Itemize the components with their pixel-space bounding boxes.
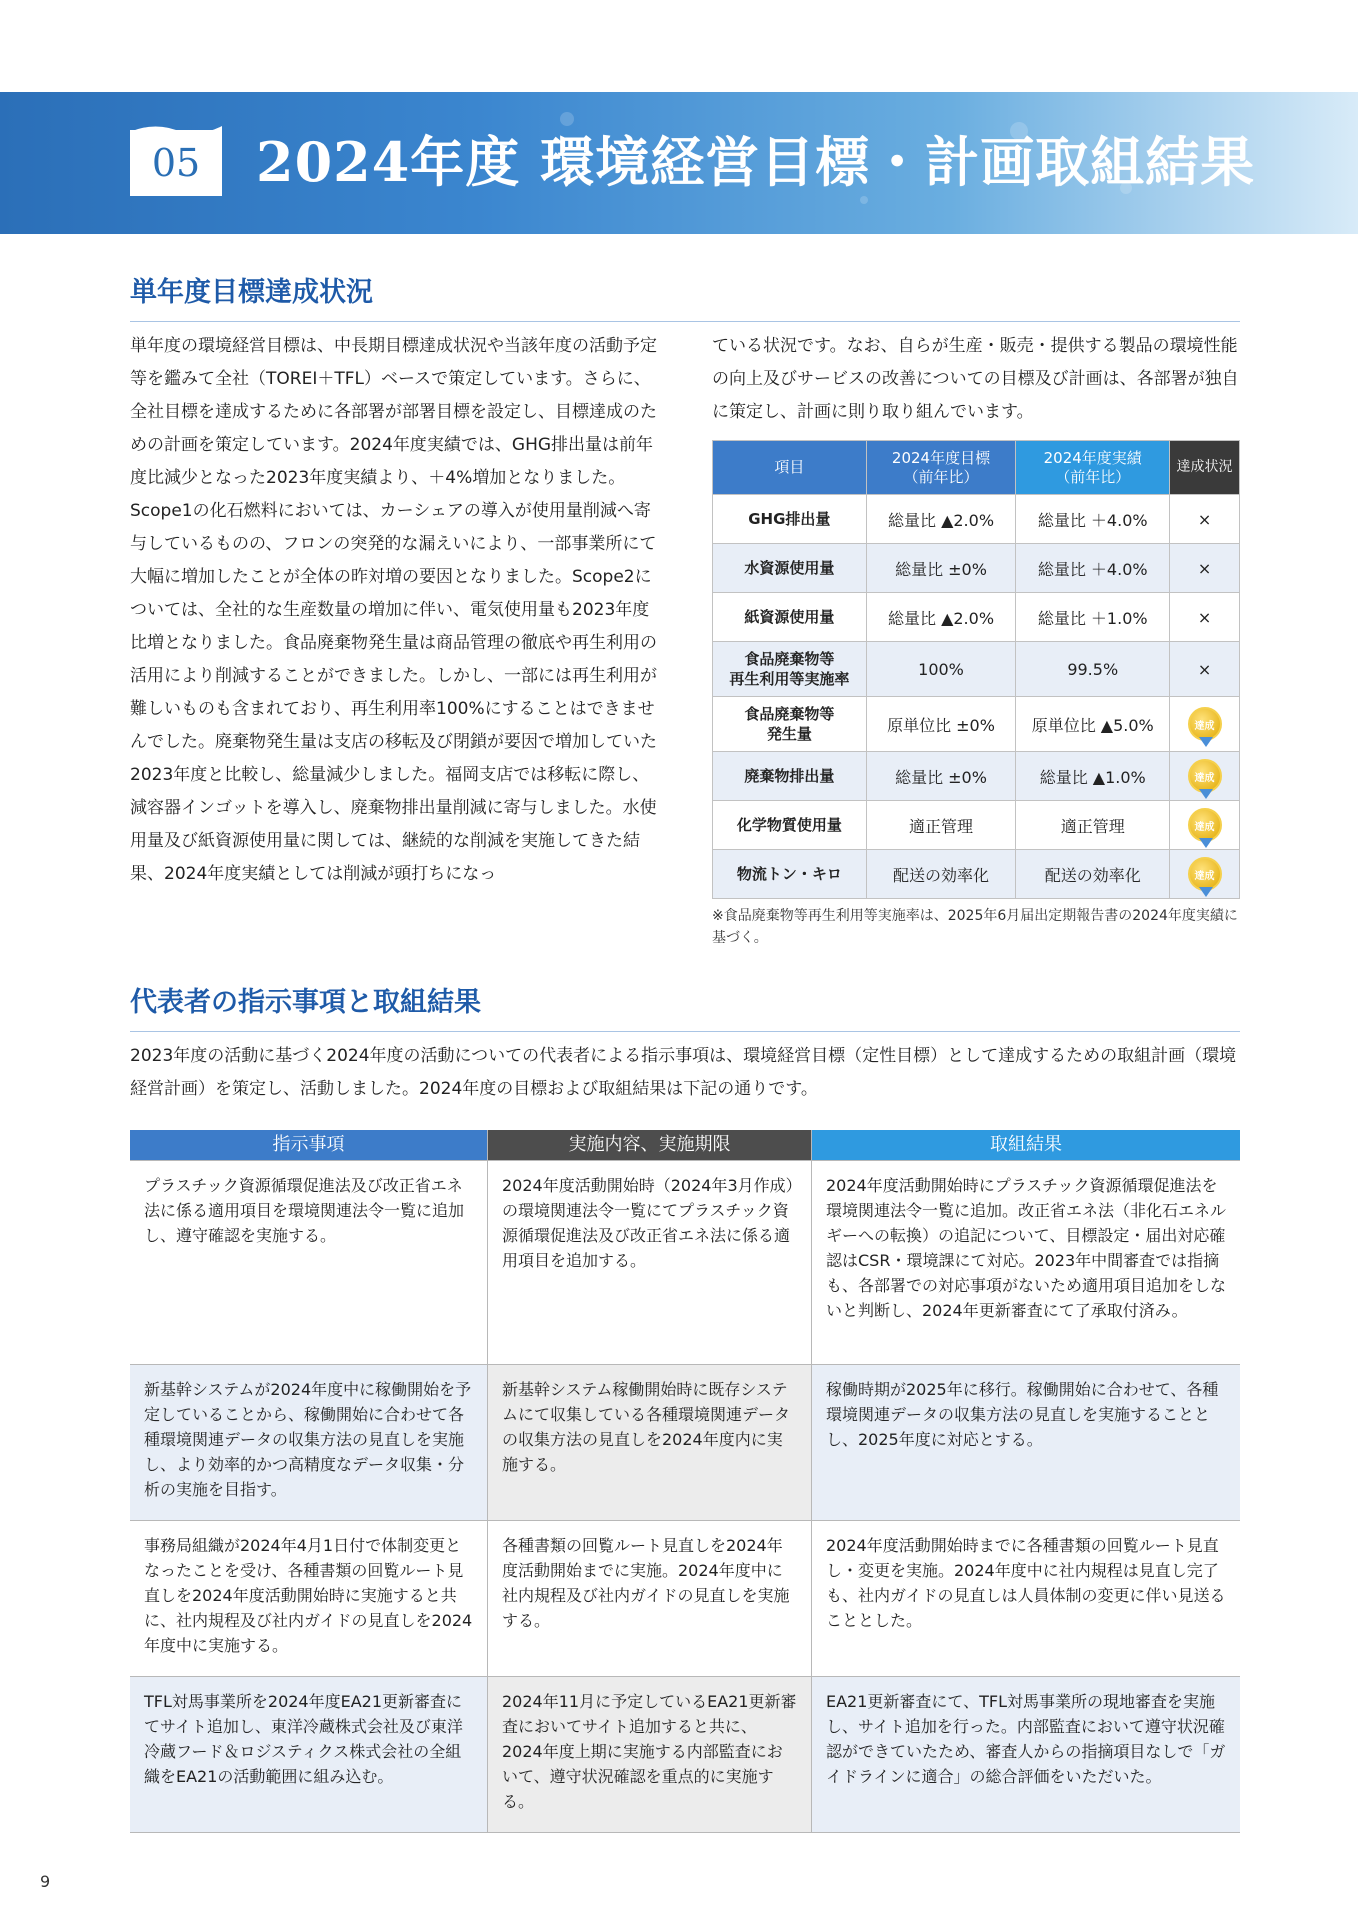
section-number: 05	[130, 130, 222, 196]
row-status: ×	[1170, 495, 1240, 544]
row-item: 食品廃棄物等 再生利用等実施率	[713, 642, 867, 697]
row-actual: 適正管理	[1016, 801, 1170, 850]
row-target: 総量比 ▲2.0%	[866, 495, 1016, 544]
row-item: 廃棄物排出量	[713, 752, 867, 801]
row-result: 稼働時期が2025年に移行。稼働開始に合わせて、各種環境関連データの収集方法の見直しを実施することとし、2025年度に対応とする。	[812, 1365, 1240, 1520]
row-directive: TFL対馬事業所を2024年度EA21更新審査にてサイト追加し、東洋冷蔵株式会社及び東洋冷蔵フード＆ロジスティクス株式会社の全組織をEA21の活動範囲に組み込む。	[130, 1677, 488, 1832]
row-item: GHG排出量	[713, 495, 867, 544]
row-status	[1170, 752, 1240, 801]
page-number: 9	[40, 1872, 51, 1891]
row-target: 総量比 ▲2.0%	[866, 593, 1016, 642]
table-row	[713, 850, 1240, 899]
row-target: 適正管理	[866, 801, 1016, 850]
targets-paragraph-right: ている状況です。なお、自らが生産・販売・提供する製品の環境性能の向上及びサービスの改善についての目標及び計画は、各部署が独自に策定し、計画に則り取り組んでいます。	[712, 336, 1239, 422]
achieved-badge-icon: 達成	[1188, 759, 1222, 793]
row-status	[1170, 801, 1240, 850]
achieved-badge-icon: 達成	[1188, 707, 1222, 741]
header-banner	[0, 92, 1358, 234]
row-status: ×	[1170, 593, 1240, 642]
table-row	[713, 495, 1240, 544]
row-target: 総量比 ±0%	[866, 752, 1016, 801]
targets-table	[712, 440, 1240, 899]
row-implementation: 新基幹システム稼働開始時に既存システムにて収集している各種環境関連データの収集方法の見直しを2024年度内に実施する。	[488, 1365, 812, 1520]
table-row	[713, 642, 1240, 697]
row-actual: 総量比 ▲1.0%	[1016, 752, 1170, 801]
achieved-badge-icon: 達成	[1188, 857, 1222, 891]
header-implementation: 実施内容、実施期限	[488, 1130, 812, 1160]
directives-table-header	[130, 1130, 1240, 1161]
achieved-badge-icon: 達成	[1188, 808, 1222, 842]
row-target: 配送の効率化	[866, 850, 1016, 899]
row-status: ×	[1170, 642, 1240, 697]
table-row	[713, 752, 1240, 801]
section-heading-targets: 単年度目標達成状況	[130, 270, 1240, 322]
targets-table-header	[713, 441, 1240, 495]
table-row	[130, 1677, 1240, 1833]
table-row	[713, 697, 1240, 752]
directives-intro: 2023年度の活動に基づく2024年度の活動についての代表者による指示事項は、環境経営目標（定性目標）として達成するための取組計画（環境経営計画）を策定し、活動しました。2024年度の目標および取組結果は下記の通りです。	[130, 1046, 1237, 1099]
row-status: ×	[1170, 544, 1240, 593]
header-directive: 指示事項	[130, 1130, 488, 1160]
row-directive: プラスチック資源循環促進法及び改正省エネ法に係る適用項目を環境関連法令一覧に追加し、遵守確認を実施する。	[130, 1161, 488, 1364]
row-actual: 99.5%	[1016, 642, 1170, 697]
row-item: 物流トン・キロ	[713, 850, 867, 899]
table-footnote: ※食品廃棄物等再生利用等実施率は、2025年6月届出定期報告書の2024年度実績に基づく。	[712, 908, 1238, 946]
table-row	[130, 1521, 1240, 1677]
row-actual: 配送の効率化	[1016, 850, 1170, 899]
row-target: 総量比 ±0%	[866, 544, 1016, 593]
row-actual: 総量比 ＋1.0%	[1016, 593, 1170, 642]
row-implementation: 2024年度活動開始時（2024年3月作成）の環境関連法令一覧にてプラスチック資源循環促進法及び改正省エネ法に係る適用項目を追加する。	[488, 1161, 812, 1364]
row-status	[1170, 697, 1240, 752]
row-item: 紙資源使用量	[713, 593, 867, 642]
targets-paragraph-left: 単年度の環境経営目標は、中長期目標達成状況や当該年度の活動予定等を鑑みて全社（TOREI＋TFL）ベースで策定しています。さらに、全社目標を達成するために各部署が部署目標を設定し、目標達成のための計画を策定しています。2024年度実績では、GHG排出量は前年度比減少となった2023年度実績より、＋4%増加となりました。Scope1の化石燃料においては、カーシェアの導入が使用量削減へ寄与しているものの、フロンの突発的な漏えいにより、一部事業所にて大幅に増加したことが全体の昨対増の要因となりました。Scope2については、全社的な生産数量の増加に伴い、電気使用量も2023年度比増となりました。食品廃棄物発生量は商品管理の徹底や再生利用の活用により削減することができました。しかし、一部には再生利用が難しいものも含まれており、再生利用率100%にすることはできませんでした。廃棄物発生量は支店の移転及び閉鎖が要因で増加していた2023年度と比較し、総量減少しました。福岡支店では移転に際し、減容器インゴットを導入し、廃棄物排出量削減に寄与しました。水使用量及び紙資源使用量に関しては、継続的な削減を実施してきた結果、2024年度実績としては削減が頭打ちになっ	[130, 336, 657, 884]
header-result: 取組結果	[812, 1130, 1240, 1160]
row-actual: 総量比 ＋4.0%	[1016, 544, 1170, 593]
row-result: EA21更新審査にて、TFL対馬事業所の現地審査を実施し、サイト追加を行った。内部監査において遵守状況確認ができていたため、審査人からの指摘項目なしで「ガイドラインに適合」の総合評価をいただいた。	[812, 1677, 1240, 1832]
row-directive: 事務局組織が2024年4月1日付で体制変更となったことを受け、各種書類の回覧ルート見直しを2024年度活動開始時に実施すると共に、社内規程及び社内ガイドの見直しを2024年度中に実施する。	[130, 1521, 488, 1676]
table-row	[713, 544, 1240, 593]
row-actual: 総量比 ＋4.0%	[1016, 495, 1170, 544]
row-directive: 新基幹システムが2024年度中に稼働開始を予定していることから、稼働開始に合わせて各種環境関連データの収集方法の見直しを実施し、より効率的かつ高精度なデータ収集・分析の実施を目指す。	[130, 1365, 488, 1520]
header-item: 項目	[713, 441, 867, 495]
header-actual: 2024年度実績 （前年比）	[1016, 441, 1170, 495]
row-status	[1170, 850, 1240, 899]
row-target: 100%	[866, 642, 1016, 697]
header-target: 2024年度目標 （前年比）	[866, 441, 1016, 495]
row-actual: 原単位比 ▲5.0%	[1016, 697, 1170, 752]
table-row	[130, 1161, 1240, 1365]
section-heading-directives: 代表者の指示事項と取組結果	[130, 980, 1240, 1032]
row-implementation: 2024年11月に予定しているEA21更新審査においてサイト追加すると共に、2024年度上期に実施する内部監査において、遵守状況確認を重点的に実施する。	[488, 1677, 812, 1832]
directives-table	[130, 1130, 1240, 1833]
bubble-decoration	[860, 196, 868, 204]
row-item: 食品廃棄物等 発生量	[713, 697, 867, 752]
row-item: 水資源使用量	[713, 544, 867, 593]
row-result: 2024年度活動開始時にプラスチック資源循環促進法を環境関連法令一覧に追加。改正省エネ法（非化石エネルギーへの転換）の追記について、目標設定・届出対応確認はCSR・環境課にて対応。2023年中間審査では指摘も、各部署での対応事項がないため適用項目追加をしないと判断し、2024年更新審査にて了承取付済み。	[826, 1176, 1227, 1320]
table-row	[130, 1365, 1240, 1521]
row-target: 原単位比 ±0%	[866, 697, 1016, 752]
header-status: 達成状況	[1170, 441, 1240, 495]
page-title: 2024年度 環境経営目標・計画取組結果	[256, 130, 1256, 194]
table-row	[713, 593, 1240, 642]
table-row	[713, 801, 1240, 850]
row-result: 2024年度活動開始時までに各種書類の回覧ルート見直し・変更を実施。2024年度中に社内規程は見直し完了も、社内ガイドの見直しは人員体制の変更に伴い見送ることとした。	[826, 1536, 1226, 1630]
row-item: 化学物質使用量	[713, 801, 867, 850]
row-implementation: 各種書類の回覧ルート見直しを2024年度活動開始までに実施。2024年度中に社内規程及び社内ガイドの見直しを実施する。	[488, 1521, 812, 1676]
